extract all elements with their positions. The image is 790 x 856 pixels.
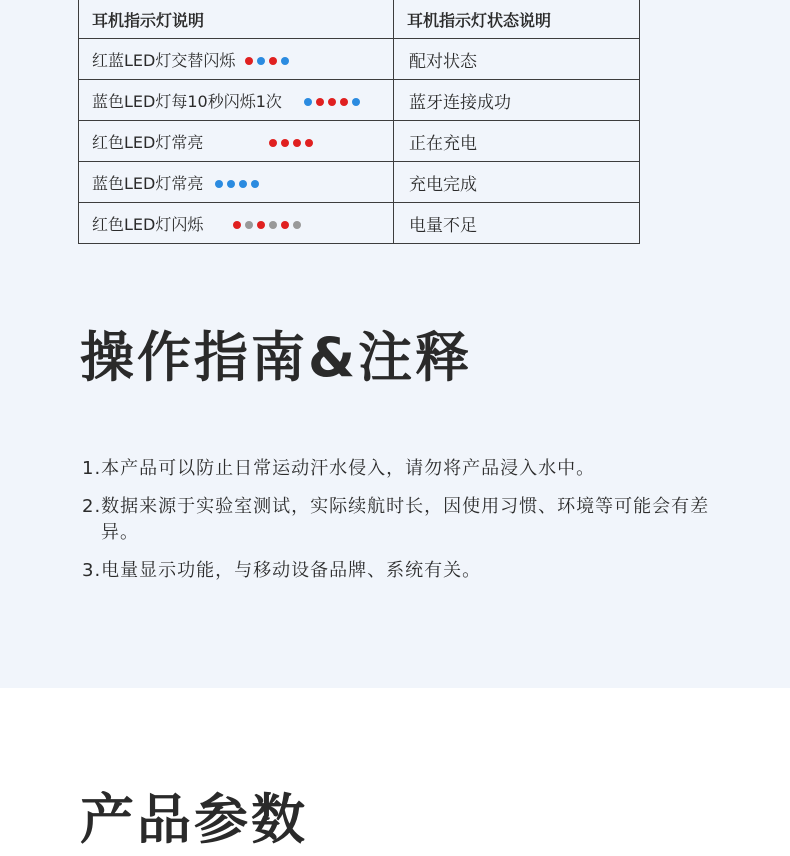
led-dot-icon bbox=[245, 57, 253, 65]
table-header-row bbox=[79, 0, 640, 39]
led-dot-icon bbox=[245, 221, 253, 229]
table-row bbox=[79, 121, 640, 162]
led-dot-icon bbox=[316, 98, 324, 106]
status-cell: 正在充电 bbox=[394, 121, 640, 162]
led-dot-icon bbox=[304, 98, 312, 106]
led-dot-icon bbox=[352, 98, 360, 106]
status-cell: 充电完成 bbox=[394, 162, 640, 203]
indicator-cell bbox=[79, 121, 394, 162]
led-dot-icon bbox=[233, 221, 241, 229]
status-cell: 电量不足 bbox=[394, 203, 640, 244]
header-indicator: 耳机指示灯说明 bbox=[79, 0, 394, 39]
led-dot-icon bbox=[293, 221, 301, 229]
guide-title: 操作指南&注释 bbox=[80, 326, 473, 389]
indicator-cell bbox=[79, 162, 394, 203]
led-dot-icon bbox=[257, 57, 265, 65]
status-cell: 配对状态 bbox=[394, 39, 640, 80]
led-dot-icon bbox=[293, 139, 301, 147]
led-dot-icon bbox=[269, 221, 277, 229]
table-row bbox=[79, 39, 640, 80]
table-row bbox=[79, 203, 640, 244]
led-dot-icon bbox=[340, 98, 348, 106]
indicator-label: 红色LED灯闪烁 bbox=[92, 214, 204, 234]
indicator-label: 蓝色LED灯常亮 bbox=[92, 173, 204, 193]
led-dot-icon bbox=[227, 180, 235, 188]
header-status: 耳机指示灯状态说明 bbox=[394, 0, 640, 39]
indicator-label: 红蓝LED灯交替闪烁 bbox=[92, 50, 236, 70]
led-dots bbox=[233, 214, 305, 233]
led-dot-icon bbox=[281, 139, 289, 147]
table-row bbox=[79, 162, 640, 203]
bottom-section bbox=[0, 688, 790, 851]
led-table-body bbox=[79, 39, 640, 244]
indicator-cell bbox=[79, 39, 394, 80]
indicator-cell bbox=[79, 80, 394, 121]
note-item: 1.本产品可以防止日常运动汗水侵入，请勿将产品浸入水中。 bbox=[82, 458, 596, 479]
led-dot-icon bbox=[251, 180, 259, 188]
product-params-title: 产品参数 bbox=[80, 788, 308, 851]
led-dot-icon bbox=[281, 57, 289, 65]
led-dots bbox=[304, 91, 364, 110]
status-cell: 蓝牙连接成功 bbox=[394, 80, 640, 121]
led-dot-icon bbox=[328, 98, 336, 106]
led-dots bbox=[245, 50, 293, 69]
table-row bbox=[79, 80, 640, 121]
notes-list bbox=[82, 456, 732, 596]
led-dot-icon bbox=[215, 180, 223, 188]
led-dot-icon bbox=[239, 180, 247, 188]
led-dots bbox=[269, 132, 317, 151]
led-dot-icon bbox=[305, 139, 313, 147]
led-dot-icon bbox=[257, 221, 265, 229]
led-dot-icon bbox=[269, 57, 277, 65]
indicator-cell bbox=[79, 203, 394, 244]
led-dot-icon bbox=[269, 139, 277, 147]
led-indicator-table bbox=[78, 0, 640, 244]
note-item: 2.数据来源于实验室测试，实际续航时长，因使用习惯、环境等可能会有差异。 bbox=[82, 496, 710, 543]
indicator-label: 红色LED灯常亮 bbox=[92, 132, 204, 152]
note-item: 3.电量显示功能，与移动设备品牌、系统有关。 bbox=[82, 560, 482, 581]
indicator-label: 蓝色LED灯每10秒闪烁1次 bbox=[92, 91, 282, 111]
led-dots bbox=[215, 173, 263, 192]
led-dot-icon bbox=[281, 221, 289, 229]
